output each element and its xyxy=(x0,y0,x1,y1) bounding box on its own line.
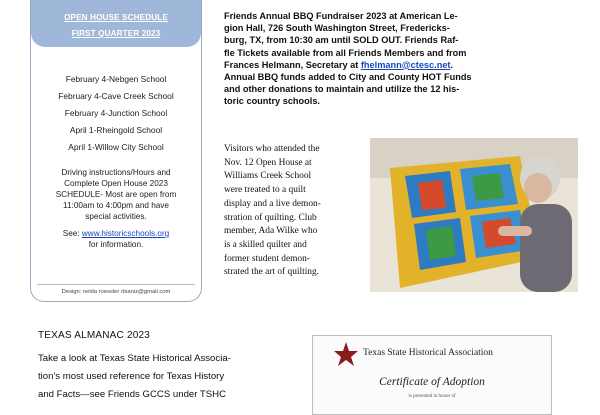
star-icon xyxy=(333,341,359,367)
historic-schools-link[interactable]: www.historicschools.org xyxy=(81,229,170,238)
quilt-line: were treated to a quilt xyxy=(224,185,306,196)
bbq-line: Friends Annual BBQ Fundraiser 2023 at American Le- xyxy=(224,11,458,21)
quilting-photo xyxy=(370,138,578,292)
quilt-line: stration of quilting. Club xyxy=(224,212,317,223)
quilting-photo-illustration xyxy=(370,138,578,292)
certificate-org: Texas State Historical Association xyxy=(363,348,493,358)
see-line xyxy=(31,228,201,250)
almanac-text xyxy=(38,350,300,404)
certificate-of-adoption xyxy=(312,335,552,415)
info-line: Complete Open House 2023 xyxy=(64,179,168,188)
schedule-heading: OPEN HOUSE SCHEDULE xyxy=(64,13,168,22)
bbq-line: and other donations to maintain and utilize the 12 his- xyxy=(224,84,460,95)
schedule-item: February 4-Cave Creek School xyxy=(58,91,174,101)
certificate-title: Certificate of Adoption xyxy=(379,376,485,388)
secretary-prefix: Frances Helmann, Secretary at xyxy=(224,59,361,70)
quilt-line: former student demon- xyxy=(224,253,310,264)
quilt-line: strated the art of quilting. xyxy=(224,267,320,278)
info-line: special activities. xyxy=(85,212,147,221)
info-line: SCHEDULE- Most are open from xyxy=(55,190,177,199)
quilt-line: is a skilled quilter and xyxy=(224,239,307,250)
info-line: Driving instructions/Hours and xyxy=(61,168,171,177)
designer-credit: Design: nelda roessler rbianiz@gmail.com xyxy=(61,289,171,295)
info-line: 11:00am to 4:00pm and have xyxy=(63,201,169,210)
almanac-line: Take a look at Texas State Historical Associa- xyxy=(38,353,231,364)
see-suffix: for information. xyxy=(88,240,144,249)
schedule-list xyxy=(31,71,201,156)
almanac-line: tion's most used reference for Texas History xyxy=(38,371,225,382)
bbq-line: Annual BBQ funds added to City and County HOT Funds xyxy=(224,72,472,83)
schedule-item: April 1-Rheingold School xyxy=(69,125,163,135)
quilt-line: Williams Creek School xyxy=(224,171,312,182)
quilt-line: display and a live demon- xyxy=(224,198,321,209)
almanac-title: TEXAS ALMANAC 2023 xyxy=(38,330,150,341)
quilt-line: Visitors who attended the xyxy=(224,144,320,154)
schedule-item: February 4-Nebgen School xyxy=(65,74,167,84)
bbq-line: fle Tickets available from all Friends Members and from xyxy=(224,47,467,58)
see-prefix: See: xyxy=(62,229,80,238)
designer-divider xyxy=(37,284,195,285)
bbq-line: burg, TX, from 10:30 am until SOLD OUT. Friends Raf- xyxy=(224,35,459,46)
secretary-suffix: . xyxy=(450,59,454,70)
schedule-info xyxy=(31,167,201,222)
bbq-secretary-line xyxy=(224,59,578,71)
certificate-subtitle: is presented in honor of xyxy=(408,394,456,399)
quilt-line: Nov. 12 Open House at xyxy=(224,157,312,168)
quilt-article xyxy=(224,143,358,280)
schedule-item: April 1-Willow City School xyxy=(68,142,164,152)
bbq-article xyxy=(224,10,578,108)
almanac-line: and Facts—see Friends GCCS under TSHC xyxy=(38,389,227,400)
sidebar-header xyxy=(31,0,201,47)
schedule-item: February 4-Junction School xyxy=(64,108,168,118)
schedule-subheading: FIRST QUARTER 2023 xyxy=(71,29,161,38)
open-house-sidebar xyxy=(30,0,202,302)
bbq-line: gion Hall, 726 South Washington Street, Fredericks- xyxy=(224,23,450,34)
bbq-line: toric country schools. xyxy=(224,96,320,107)
quilt-line: member, Ada Wilke who xyxy=(224,226,318,237)
secretary-email-link[interactable]: fhelmann@ctesc.net xyxy=(360,59,451,70)
